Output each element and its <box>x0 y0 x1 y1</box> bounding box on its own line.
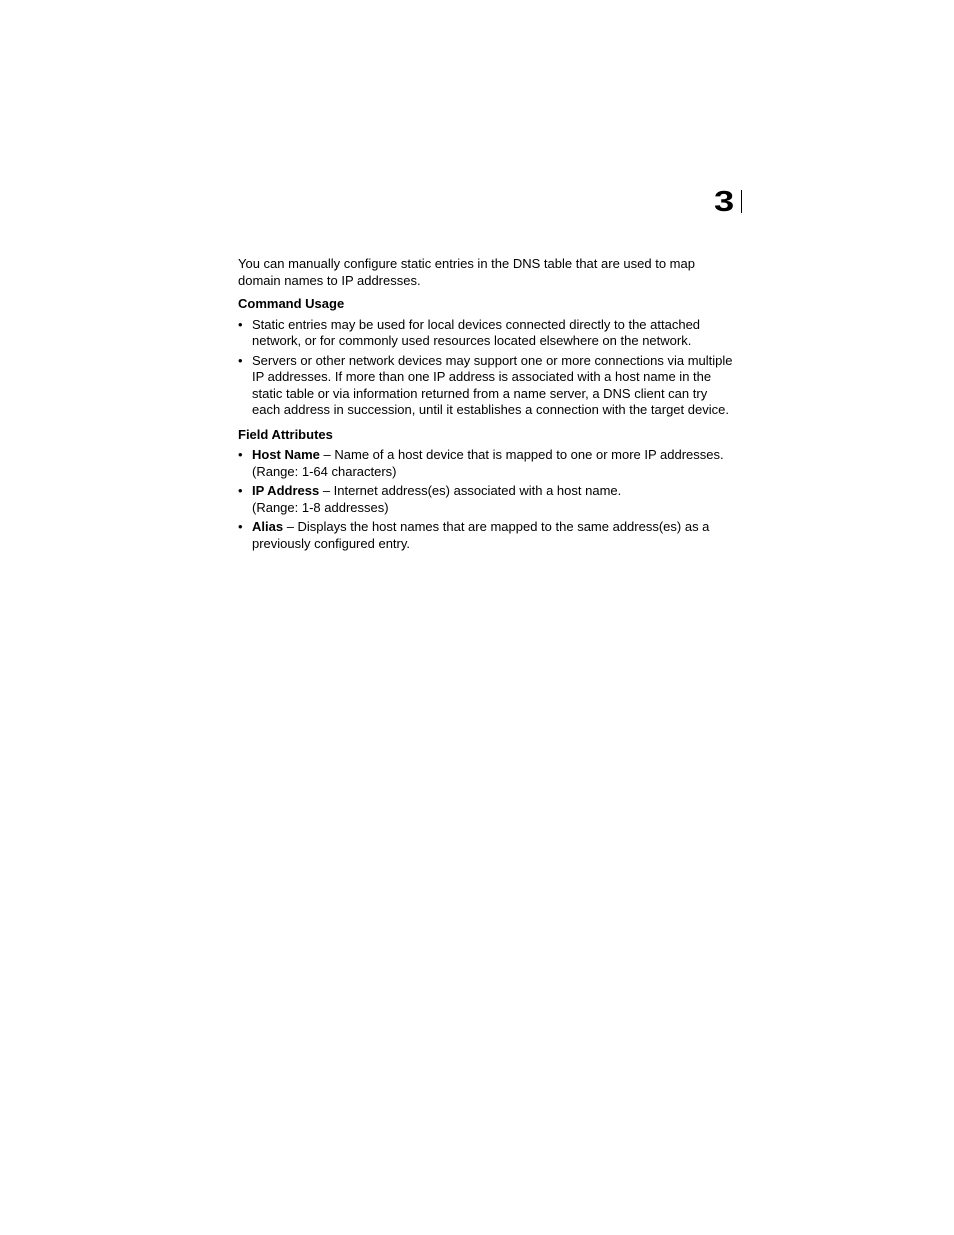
list-item <box>238 317 738 350</box>
list-item-text: Static entries may be used for local devices connected directly to the attached network, or for commonly used resources located elsewhere on the network. <box>252 316 701 348</box>
bullet-icon: • <box>238 447 243 462</box>
command-usage-heading: Command Usage <box>238 296 345 311</box>
field-term: IP Address <box>252 483 320 498</box>
bullet-icon: • <box>238 316 243 332</box>
intro-paragraph: You can manually configure static entries in the DNS table that are used to map domain names to IP addresses. <box>238 256 695 288</box>
chapter-rule <box>741 190 742 213</box>
bullet-icon: • <box>238 352 243 368</box>
field-note: (Range: 1-64 characters) <box>252 463 397 479</box>
field-term: Alias <box>252 519 284 534</box>
list-item <box>238 483 738 516</box>
list-item <box>238 447 738 480</box>
bullet-icon: • <box>238 519 243 534</box>
field-attributes-heading: Field Attributes <box>238 426 333 442</box>
chapter-number: 3 <box>714 186 735 218</box>
chapter-marker <box>714 186 735 218</box>
field-note: (Range: 1-8 addresses) <box>252 499 389 515</box>
page-content <box>238 256 738 560</box>
field-term: Host Name <box>252 447 320 462</box>
list-item-text: Servers or other network devices may support one or more connections via multiple IP addresses. If more than one IP address is associated with a host name in the static table or via information returned from a name server, a DNS client can try each address in succession, until it establishes a connection with the target device. <box>252 352 733 417</box>
list-item <box>238 519 738 552</box>
command-usage-list <box>238 317 738 419</box>
field-description: – Displays the host names that are mapped to the same address(es) as a previously configured entry. <box>252 519 710 551</box>
field-description: – Internet address(es) associated with a host name. <box>319 483 622 498</box>
bullet-icon: • <box>238 483 243 498</box>
field-attributes-list <box>238 447 738 552</box>
list-item <box>238 353 738 419</box>
field-description: – Name of a host device that is mapped to one or more IP addresses. <box>319 447 724 462</box>
